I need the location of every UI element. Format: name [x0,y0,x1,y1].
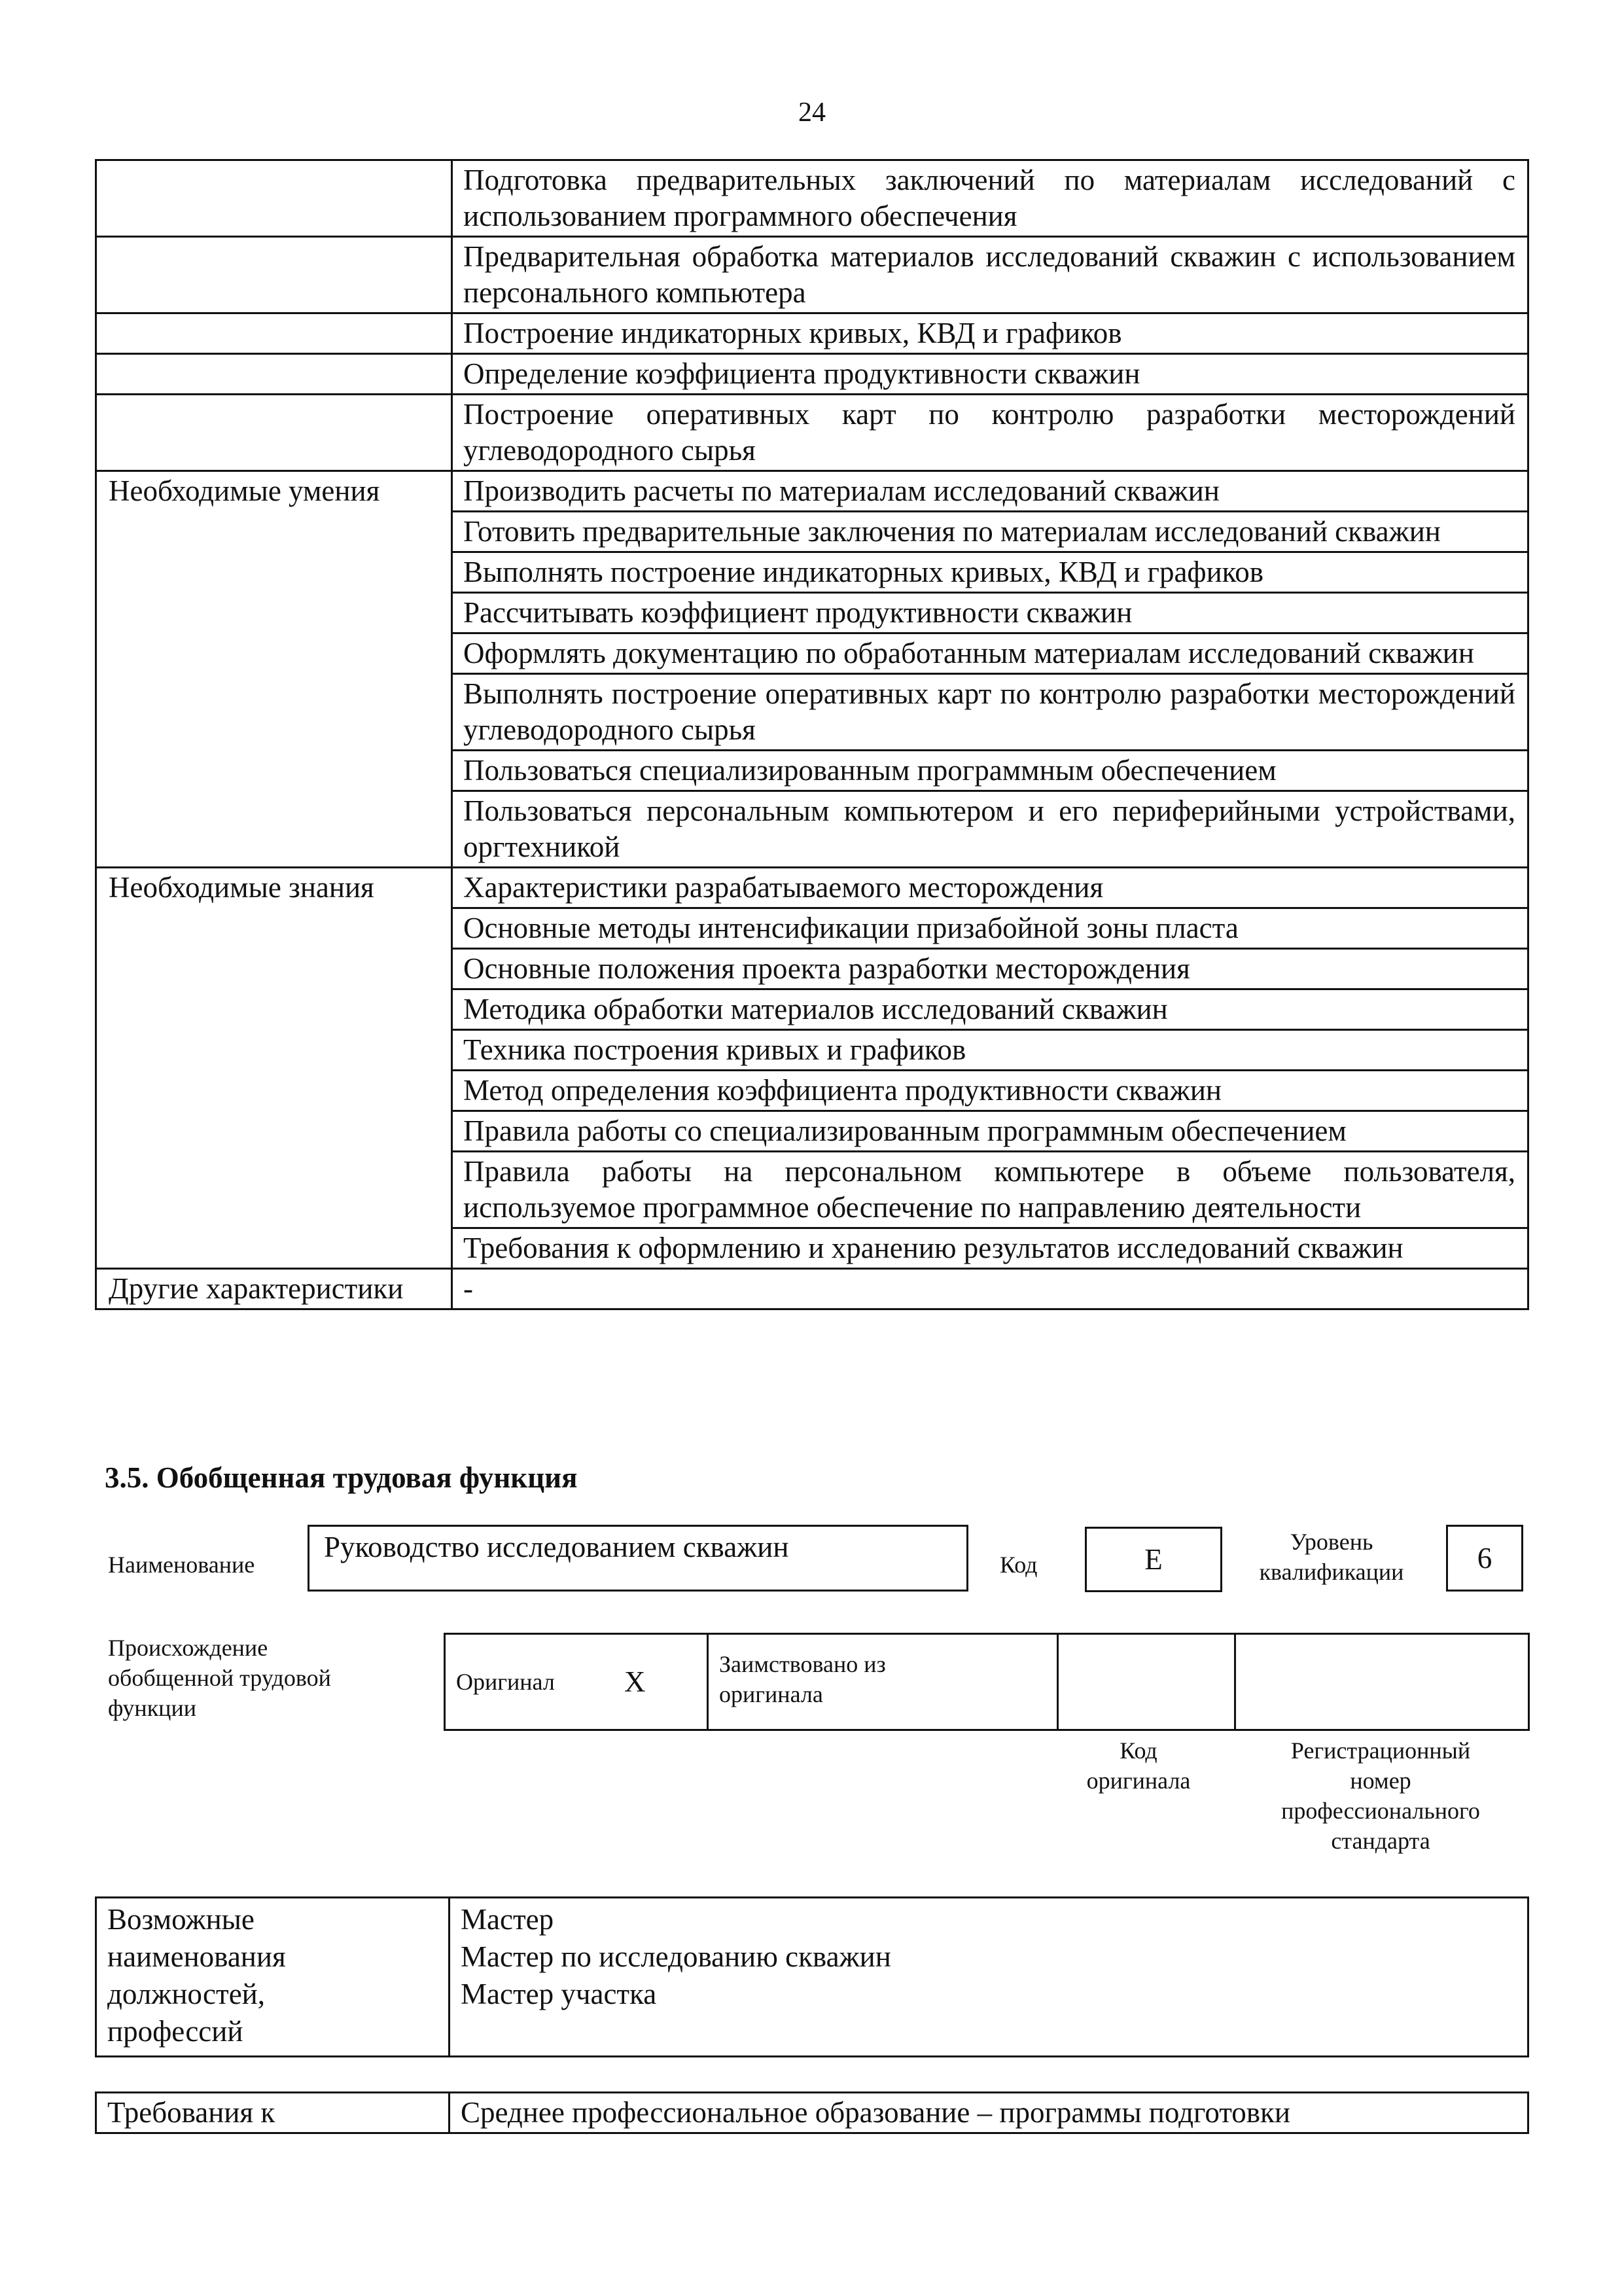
positions-label-line: Возможные [107,1903,255,1936]
other-characteristics-value: - [452,1269,1528,1309]
section-title: 3.5. Обобщенная трудовая функция [105,1461,578,1494]
action-item: Построение индикаторных кривых, КВД и графиков [452,313,1528,354]
knowledge-item: Правила работы на персональном компьютере в объеме пользователя, используемое программное обеспечение по направлению деятельности [452,1152,1528,1228]
code-original-caption [1053,1735,1224,1796]
skill-item: Рассчитывать коэффициент продуктивности скважин [452,593,1528,633]
reg-number-cell [1235,1634,1529,1730]
qualification-level-label-line: квалификации [1259,1559,1404,1585]
knowledge-item: Правила работы со специализированным программным обеспечением [452,1111,1528,1152]
position-item: Мастер [461,1903,554,1936]
position-item: Мастер по исследованию скважин [461,1940,891,1973]
code-box [1085,1527,1222,1592]
knowledge-item: Основные методы интенсификации призабойной зоны пласта [452,908,1528,949]
name-label: Наименование [108,1552,255,1578]
knowledge-item: Метод определения коэффициента продуктивности скважин [452,1071,1528,1111]
code-label: Код [1000,1552,1038,1578]
original-label: Оригинал [445,1634,614,1730]
qualification-level-label [1243,1527,1420,1587]
caption-line: Регистрационный [1290,1737,1471,1764]
caption-line: оригинала [1086,1768,1191,1794]
other-characteristics-label: Другие характеристики [96,1269,452,1309]
page-number: 24 [798,98,826,128]
skill-item: Выполнять построение оперативных карт по контролю разработки месторождений углеводородного сырья [452,674,1528,751]
caption-line: Код [1120,1737,1157,1764]
knowledge-item: Основные положения проекта разработки месторождения [452,949,1528,989]
function-name-box [308,1525,968,1592]
caption-line: профессионального [1281,1798,1480,1824]
code-value: E [1144,1543,1163,1576]
knowledge-item: Характеристики разрабатываемого месторождения [452,868,1528,908]
borrowed-label-line: Заимствовано из [719,1651,886,1677]
borrowed-from-original-label [708,1634,1058,1730]
empty-label-cell [96,313,452,354]
requirements-label: Требования к [96,2093,450,2133]
qualification-level-box [1446,1525,1523,1592]
origin-table [444,1633,1530,1731]
origin-label-line: обобщенной трудовой [108,1665,331,1691]
function-name-value: Руководство исследованием скважин [324,1531,789,1563]
empty-label-cell [96,160,452,237]
origin-label [108,1633,331,1723]
code-original-cell [1058,1634,1235,1730]
action-item: Предварительная обработка материалов исследований скважин с использованием персонального компьютера [452,237,1528,313]
skill-item: Пользоваться специализированным программным обеспечением [452,751,1528,791]
labor-function-table [95,159,1529,1310]
positions-label-line: профессий [107,2015,243,2048]
origin-label-line: функции [108,1695,196,1721]
position-item: Мастер участка [461,1978,657,2010]
skill-item: Пользоваться персональным компьютером и его периферийными устройствами, оргтехникой [452,791,1528,868]
empty-label-cell [96,395,452,471]
skills-label: Необходимые умения [96,471,452,868]
action-item: Построение оперативных карт по контролю разработки месторождений углеводородного сырья [452,395,1528,471]
qualification-level-value: 6 [1477,1542,1492,1574]
skill-item: Готовить предварительные заключения по материалам исследований скважин [452,512,1528,552]
knowledge-item: Требования к оформлению и хранению результатов исследований скважин [452,1228,1528,1269]
action-item: Подготовка предварительных заключений по материалам исследований с использованием программного обеспечения [452,160,1528,237]
skill-item: Выполнять построение индикаторных кривых, КВД и графиков [452,552,1528,593]
empty-label-cell [96,237,452,313]
action-item: Определение коэффициента продуктивности скважин [452,354,1528,395]
positions-label-line: должностей, [107,1978,265,2010]
education-requirements-table [95,2091,1529,2134]
skill-item: Оформлять документацию по обработанным материалам исследований скважин [452,633,1528,674]
borrowed-label-line: оригинала [719,1681,823,1707]
qualification-level-label-line: Уровень [1290,1529,1373,1555]
caption-line: стандарта [1331,1828,1430,1854]
requirements-value: Среднее профессиональное образование – программы подготовки [450,2093,1528,2133]
origin-label-line: Происхождение [108,1635,268,1661]
positions-label-line: наименования [107,1940,286,1973]
knowledge-item: Методика обработки материалов исследований скважин [452,989,1528,1030]
empty-label-cell [96,354,452,395]
positions-label [96,1898,450,2057]
caption-line: номер [1350,1768,1411,1794]
positions-values [450,1898,1528,2057]
skill-item: Производить расчеты по материалам исследований скважин [452,471,1528,512]
positions-table [95,1896,1529,2057]
original-mark: X [614,1634,708,1730]
knowledge-label: Необходимые знания [96,868,452,1269]
knowledge-item: Техника построения кривых и графиков [452,1030,1528,1071]
reg-number-caption [1230,1735,1531,1856]
